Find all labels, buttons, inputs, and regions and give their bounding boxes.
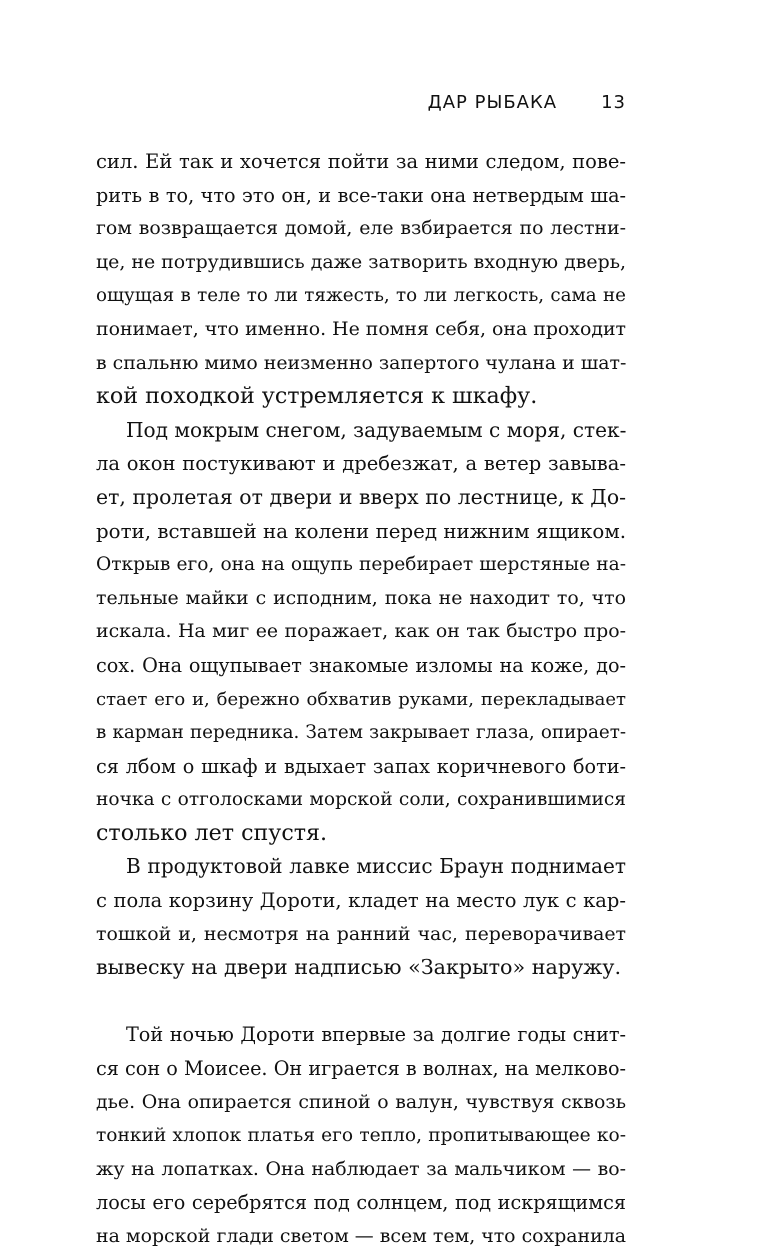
text-line: на морской глади светом — всем тем, что сохранила bbox=[96, 1225, 626, 1247]
page-number: 13 bbox=[601, 92, 626, 113]
text-line: В продуктовой лавке миссис Браун поднимает bbox=[126, 854, 626, 879]
text-line: вывеску на двери надписью «Закрыто» наружу. bbox=[96, 955, 622, 980]
text-line: столько лет спустя. bbox=[96, 819, 328, 846]
text-line: тонкий хлопок платья его тепло, пропитывающее ко- bbox=[96, 1125, 626, 1147]
running-head bbox=[96, 92, 626, 120]
text-line: жу на лопатках. Она наблюдает за мальчиком — во- bbox=[96, 1157, 626, 1180]
text-line: ощущая в теле то ли тяжесть, то ли легкость, сама не bbox=[96, 285, 626, 307]
text-line: стает его и, бережно обхватив руками, перекладывает bbox=[96, 688, 626, 710]
text-line: в спальню мимо неизменно запертого чулана и шат- bbox=[96, 351, 627, 374]
text-line: Той ночью Дороти впервые за долгие годы снит- bbox=[126, 1023, 626, 1047]
text-line: ночка с отголосками морской соли, сохранившимися bbox=[96, 789, 626, 811]
text-line: Открыв его, она на ощупь перебирает шерстяные на- bbox=[96, 554, 626, 576]
text-line: роти, вставшей на колени перед нижним ящиком. bbox=[96, 519, 626, 543]
text-line: с пола корзину Дороти, кладет на место лук с кар- bbox=[96, 889, 626, 913]
text-line: Под мокрым снегом, задуваемым с моря, стек- bbox=[126, 417, 627, 442]
text-line: сил. Ей так и хочется пойти за ними следом, пове- bbox=[96, 150, 626, 173]
running-head-title: ДАР РЫБАКА bbox=[427, 92, 558, 113]
text-line: ся сон о Моисее. Он играется в волнах, на мелково- bbox=[96, 1057, 626, 1081]
body-text bbox=[96, 145, 626, 1254]
text-line: дье. Она опирается спиной о валун, чувствуя сквозь bbox=[96, 1090, 626, 1113]
text-line: рить в то, что это он, и все-таки она нетвердым ша- bbox=[96, 183, 626, 207]
text-line: це, не потрудившись даже затворить входную дверь, bbox=[96, 250, 626, 273]
text-line: в карман передника. Затем закрывает глаза, опирает- bbox=[96, 722, 626, 744]
text-line: тельные майки с исподним, пока не находит то, что bbox=[96, 586, 626, 609]
text-line: тошкой и, несмотря на ранний час, переворачивает bbox=[96, 922, 626, 945]
text-line: искала. На миг ее поражает, как он так быстро про- bbox=[96, 620, 626, 643]
section-break bbox=[96, 985, 626, 1019]
text-line: гом возвращается домой, еле взбирается по лестни- bbox=[96, 217, 626, 240]
text-line: ся лбом о шкаф и вдыхает запах коричневого боти- bbox=[96, 754, 626, 778]
text-line: лосы его серебрятся под солнцем, под искрящимся bbox=[96, 1191, 626, 1215]
text-line: сох. Она ощупывает знакомые изломы на коже, до- bbox=[96, 653, 626, 677]
text-line: понимает, что именно. Не помня себя, она проходит bbox=[96, 317, 626, 340]
text-line: ла окон постукивают и дребезжат, а ветер завыва- bbox=[96, 452, 626, 476]
text-line: ет, пролетая от двери и вверх по лестнице, к До- bbox=[96, 484, 626, 509]
text-line: кой походкой устремляется к шкафу. bbox=[96, 383, 538, 410]
